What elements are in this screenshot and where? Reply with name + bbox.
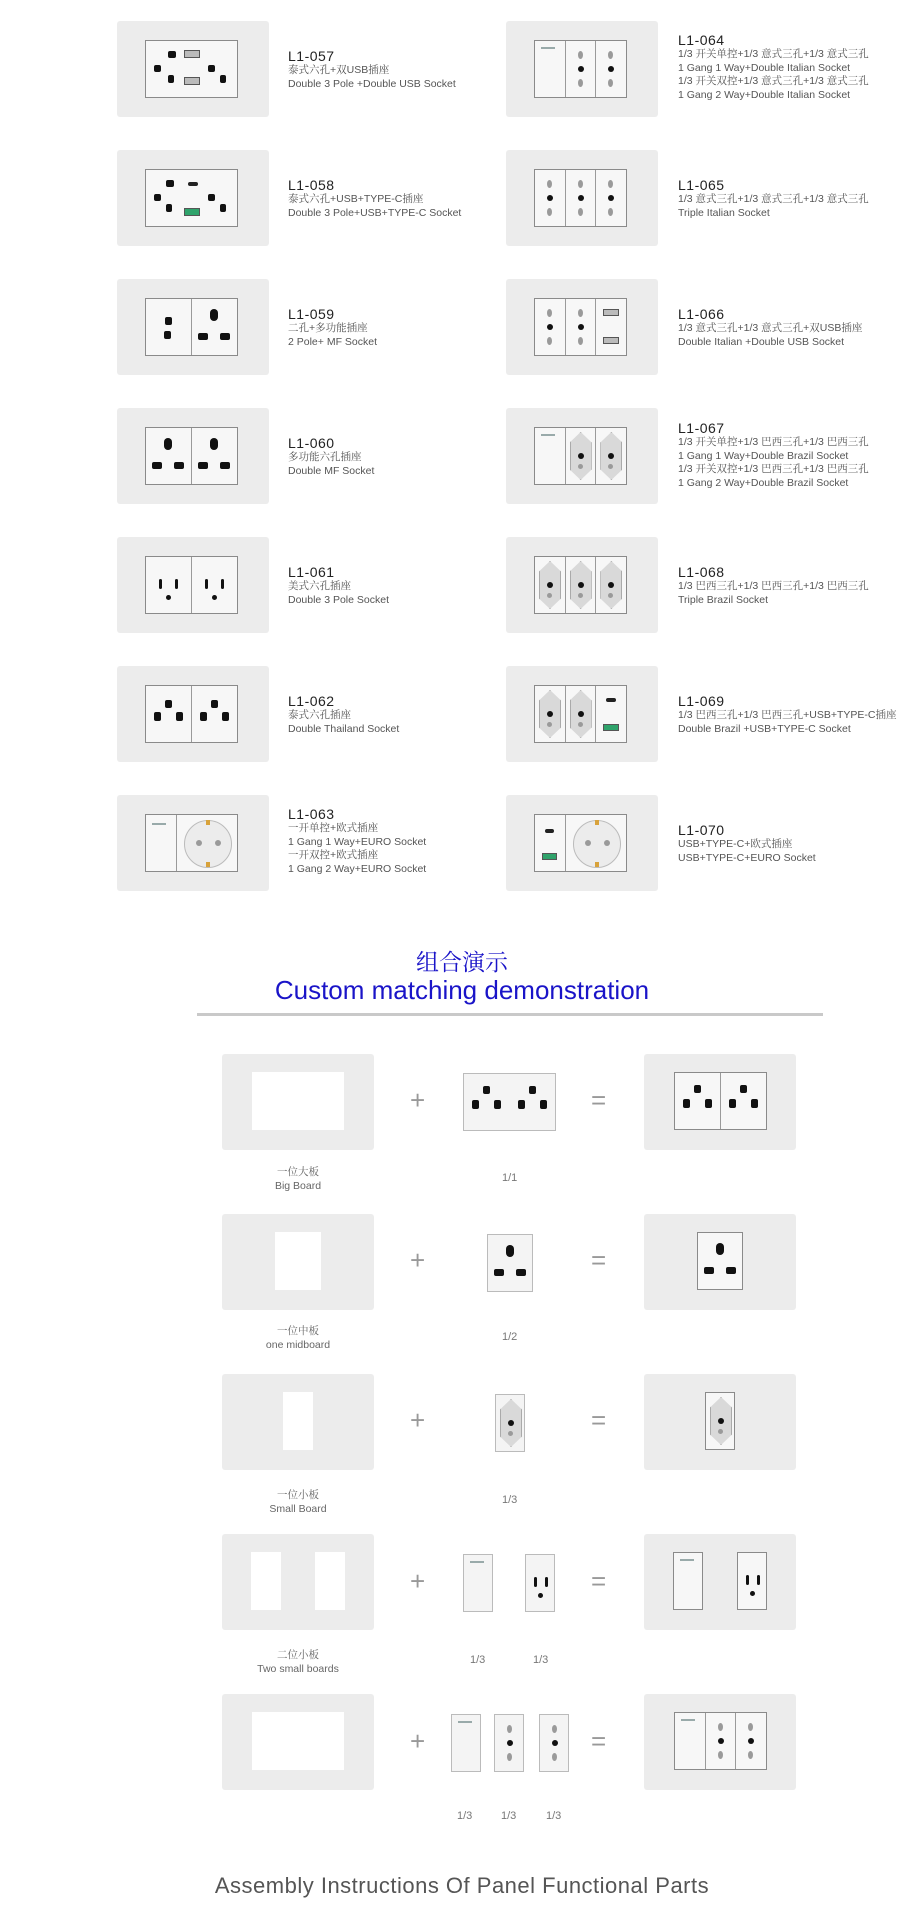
product-desc: USB+TYPE-C+欧式插座 USB+TYPE-C+EURO Socket <box>678 838 816 864</box>
fraction-label: 1/1 <box>502 1172 518 1184</box>
result-board <box>644 1214 796 1310</box>
us-module-a <box>146 557 192 613</box>
brazil-module-a <box>566 428 597 484</box>
product-code: L1-065 <box>678 177 725 193</box>
italian-module-b <box>566 299 597 355</box>
product-desc: 1/3 巴西三孔+1/3 巴西三孔+USB+TYPE-C插座 Double Brazil +USB+TYPE-C Socket <box>678 709 897 735</box>
product-tile-l1-057 <box>117 21 269 117</box>
mf-module <box>192 299 237 355</box>
big-board <box>222 1694 374 1790</box>
fraction-label: 1/3 <box>533 1654 549 1666</box>
switch-module <box>535 428 566 484</box>
product-code: L1-061 <box>288 564 335 580</box>
product-tile-l1-068 <box>506 537 658 633</box>
brazil-module-a <box>535 557 566 613</box>
two-small-board <box>222 1534 374 1630</box>
fraction-label: 1/3 <box>470 1654 486 1666</box>
italian-module-a <box>535 299 566 355</box>
product-desc: 美式六孔插座 Double 3 Pole Socket <box>288 580 389 606</box>
switch-third-module <box>463 1554 493 1612</box>
product-code: L1-063 <box>288 806 335 822</box>
fraction-label: 1/3 <box>501 1810 517 1822</box>
board-label: 一位小板 Small Board <box>269 1489 327 1515</box>
product-tile-l1-067 <box>506 408 658 504</box>
product-desc: 1/3 开关单控+1/3 巴西三孔+1/3 巴西三孔 1 Gang 1 Way+Double Brazil Socket 1/3 开关双控+1/3 巴西三孔+1/3 巴西三孔 1 Gang 2 Way+Double Brazil Socket <box>678 436 869 489</box>
product-code: L1-058 <box>288 177 335 193</box>
thai-usb-typec-module <box>146 170 237 226</box>
euro-module <box>566 815 626 871</box>
product-desc: 1/3 巴西三孔+1/3 巴西三孔+1/3 巴西三孔 Triple Brazil Socket <box>678 580 869 606</box>
switch-module <box>146 815 177 871</box>
product-tile-l1-062 <box>117 666 269 762</box>
product-code: L1-070 <box>678 822 725 838</box>
product-tile-l1-065 <box>506 150 658 246</box>
product-tile-l1-064 <box>506 21 658 117</box>
result-board <box>644 1534 796 1630</box>
fraction-label: 1/3 <box>502 1494 518 1506</box>
fraction-label: 1/3 <box>457 1810 473 1822</box>
product-code: L1-069 <box>678 693 725 709</box>
board-label: 一位大板 Big Board <box>274 1166 322 1192</box>
italian-third-module <box>494 1714 524 1772</box>
equals-sign: = <box>591 1405 607 1435</box>
brazil-module-c <box>596 557 626 613</box>
equals-sign: = <box>591 1566 607 1596</box>
mf-half-module <box>487 1234 533 1292</box>
board-label: 二位小板 Two small boards <box>257 1649 339 1675</box>
product-desc: 泰式六孔+USB+TYPE-C插座 Double 3 Pole+USB+TYPE-C Socket <box>288 193 462 219</box>
product-code: L1-067 <box>678 420 725 436</box>
product-desc: 一开单控+欧式插座 1 Gang 1 Way+EURO Socket 一开双控+欧式插座 1 Gang 2 Way+EURO Socket <box>288 822 427 875</box>
product-desc: 泰式六孔+双USB插座 Double 3 Pole +Double USB Socket <box>288 64 456 90</box>
euro-module <box>177 815 237 871</box>
result-board <box>644 1374 796 1470</box>
italian-module-a <box>535 170 566 226</box>
italian-module-b <box>596 41 626 97</box>
product-desc: 泰式六孔插座 Double Thailand Socket <box>288 709 400 735</box>
small-board <box>222 1374 374 1470</box>
double-thai-module <box>463 1073 556 1131</box>
thai-module-a <box>146 686 192 742</box>
plus-sign: + <box>410 1566 426 1596</box>
thai-usb-module <box>146 41 237 97</box>
usb-module <box>596 299 626 355</box>
product-code: L1-064 <box>678 32 725 48</box>
product-tile-l1-066 <box>506 279 658 375</box>
thai-module-b <box>192 686 237 742</box>
equals-sign: = <box>591 1726 607 1756</box>
brazil-third-module <box>495 1394 525 1452</box>
equals-sign: = <box>591 1245 607 1275</box>
board-label: 一位中板 one midboard <box>265 1325 331 1351</box>
product-code: L1-062 <box>288 693 335 709</box>
product-tile-l1-070 <box>506 795 658 891</box>
product-tile-l1-059 <box>117 279 269 375</box>
product-code: L1-060 <box>288 435 335 451</box>
plus-sign: + <box>410 1245 426 1275</box>
us-module-b <box>192 557 237 613</box>
product-desc: 多功能六孔插座 Double MF Socket <box>288 451 375 477</box>
product-tile-l1-061 <box>117 537 269 633</box>
fraction-label: 1/3 <box>546 1810 562 1822</box>
2pole-module <box>146 299 192 355</box>
italian-module-c <box>596 170 626 226</box>
brazil-module-b <box>566 557 597 613</box>
product-desc: 1/3 意式三孔+1/3 意式三孔+1/3 意式三孔 Triple Italian Socket <box>678 193 869 219</box>
plus-sign: + <box>410 1405 426 1435</box>
fraction-label: 1/2 <box>502 1331 518 1343</box>
us-third-module <box>525 1554 555 1612</box>
big-board <box>222 1054 374 1150</box>
mid-board <box>222 1214 374 1310</box>
brazil-module-b <box>596 428 626 484</box>
section-title-en: Custom matching demonstration <box>274 975 650 1005</box>
product-desc: 1/3 意式三孔+1/3 意式三孔+双USB插座 Double Italian +Double USB Socket <box>678 322 863 348</box>
result-board <box>644 1054 796 1150</box>
usb-typec-module <box>535 815 566 871</box>
usb-typec-module <box>596 686 626 742</box>
italian-third-module <box>539 1714 569 1772</box>
product-code: L1-059 <box>288 306 335 322</box>
product-tile-l1-063 <box>117 795 269 891</box>
footer-title: Assembly Instructions Of Panel Functional Parts <box>214 1873 710 1898</box>
plus-sign: + <box>410 1726 426 1756</box>
product-tile-l1-058 <box>117 150 269 246</box>
mf-module-a <box>146 428 192 484</box>
brazil-module-b <box>566 686 597 742</box>
brazil-module-a <box>535 686 566 742</box>
product-desc: 二孔+多功能插座 2 Pole+ MF Socket <box>288 322 377 348</box>
section-title-cn: 组合演示 <box>416 949 508 975</box>
product-code: L1-066 <box>678 306 725 322</box>
section-divider <box>197 1013 823 1016</box>
mf-module-b <box>192 428 237 484</box>
product-desc: 1/3 开关单控+1/3 意式三孔+1/3 意式三孔 1 Gang 1 Way+Double Italian Socket 1/3 开关双控+1/3 意式三孔+1/3 意式三孔 1 Gang 2 Way+Double Italian Socket <box>678 48 869 101</box>
product-code: L1-068 <box>678 564 725 580</box>
plus-sign: + <box>410 1085 426 1115</box>
result-board <box>644 1694 796 1790</box>
equals-sign: = <box>591 1085 607 1115</box>
switch-module <box>535 41 566 97</box>
product-tile-l1-069 <box>506 666 658 762</box>
italian-module-b <box>566 170 597 226</box>
product-tile-l1-060 <box>117 408 269 504</box>
product-code: L1-057 <box>288 48 335 64</box>
italian-module-a <box>566 41 597 97</box>
switch-third-module <box>451 1714 481 1772</box>
